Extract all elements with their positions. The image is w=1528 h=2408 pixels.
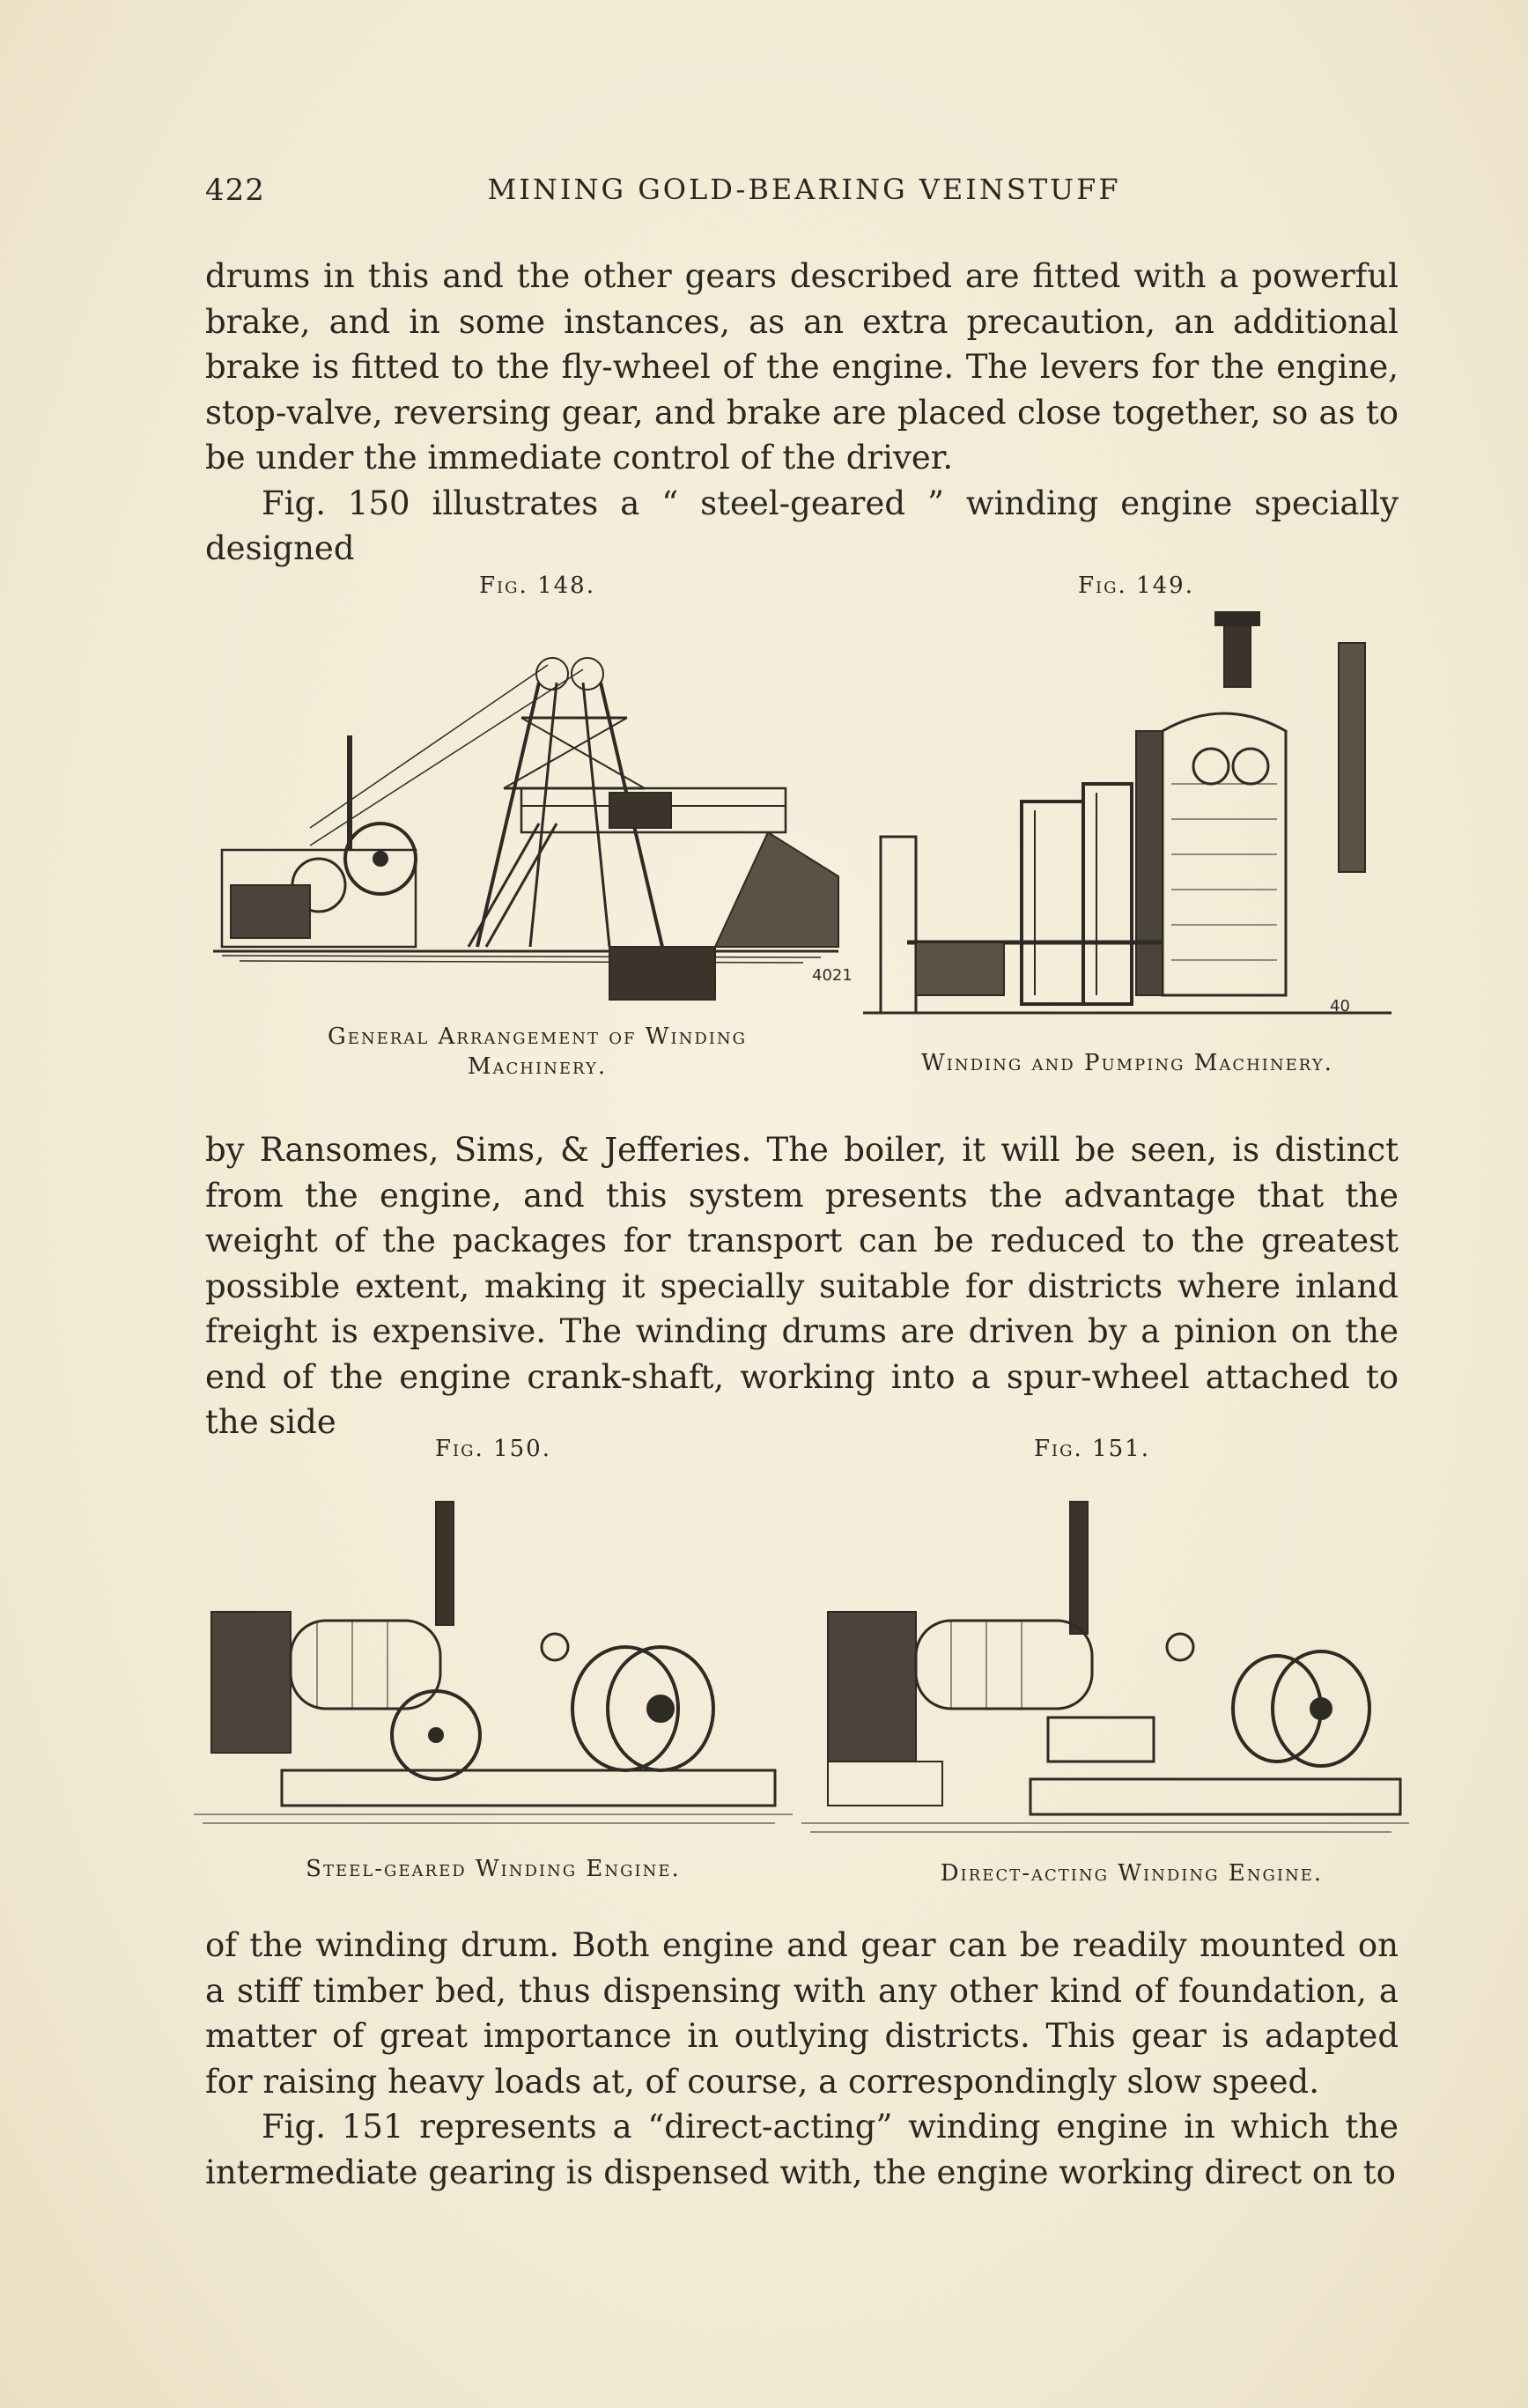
paragraph-3: by Ransomes, Sims, & Jefferies. The boiler, it will be seen, is distinct from the engine, and this system presents the advantage that the weight of the packages for transport can be reduced to the greatest possible extent, making it specially suitable for districts where inland freight is expensive. The winding drums are driven by a pinion on the end of the engine crank-shaft, working into a spur-wheel attached to the side [205, 1131, 1399, 1441]
fig-148-label: Fig. 148. [479, 572, 595, 599]
text-block-middle [205, 1127, 1399, 1445]
fig-150-engraving [194, 1488, 793, 1841]
winding-machinery-illustration [204, 647, 853, 1000]
fig-149-caption: Winding and Pumping Machinery. [921, 1050, 1333, 1076]
paragraph-5: Fig. 151 represents a “direct-acting” winding engine in which the intermediate gearing is dispensed with, the engine working direct on to [205, 2108, 1399, 2191]
fig-151-engraving [801, 1488, 1409, 1841]
fig-148-engraving-number: 4021 [812, 966, 853, 985]
winding-pumping-illustration [863, 608, 1391, 1022]
paragraph-1: drums in this and the other gears described are fitted with a powerful brake, and in some instances, as an extra precaution, an additional brake is fitted to the fly-wheel of the engine. The levers for the engine, stop-valve, reversing gear, and brake are placed close together, so as to be under the immediate control of the driver. [205, 257, 1399, 476]
page-number: 422 [205, 173, 265, 208]
steel-geared-engine-illustration [194, 1488, 793, 1841]
page-header [205, 173, 1403, 217]
fig-151-caption: Direct-acting Winding Engine. [940, 1860, 1324, 1887]
fig-149-engraving [863, 608, 1391, 1022]
fig-148-caption-line-2: Machinery. [467, 1053, 608, 1080]
text-block-bottom [205, 1923, 1399, 2195]
fig-148-caption-line-1: General Arrangement of Winding [327, 1023, 748, 1050]
paragraph-2: Fig. 150 illustrates a “ steel-geared ” winding engine specially designed [205, 484, 1399, 567]
fig-149-label: Fig. 149. [1078, 572, 1194, 599]
fig-150-label: Fig. 150. [435, 1436, 551, 1462]
direct-acting-engine-illustration [801, 1488, 1409, 1841]
fig-148-caption [229, 1022, 845, 1082]
fig-149-engraving-number: 40 [1330, 997, 1350, 1016]
paragraph-4: of the winding drum. Both engine and gear can be readily mounted on a stiff timber bed, thus dispensing with any other kind of foundation, a matter of great importance in outlying districts. This gear is adapted for raising heavy loads at, of course, a correspondingly slow speed. [205, 1926, 1399, 2101]
text-block-top [205, 254, 1399, 572]
running-head: MINING GOLD-BEARING VEINSTUFF [487, 173, 1121, 206]
fig-151-label: Fig. 151. [1034, 1436, 1150, 1462]
fig-150-caption: Steel-geared Winding Engine. [306, 1856, 681, 1882]
fig-148-engraving [204, 647, 853, 1000]
